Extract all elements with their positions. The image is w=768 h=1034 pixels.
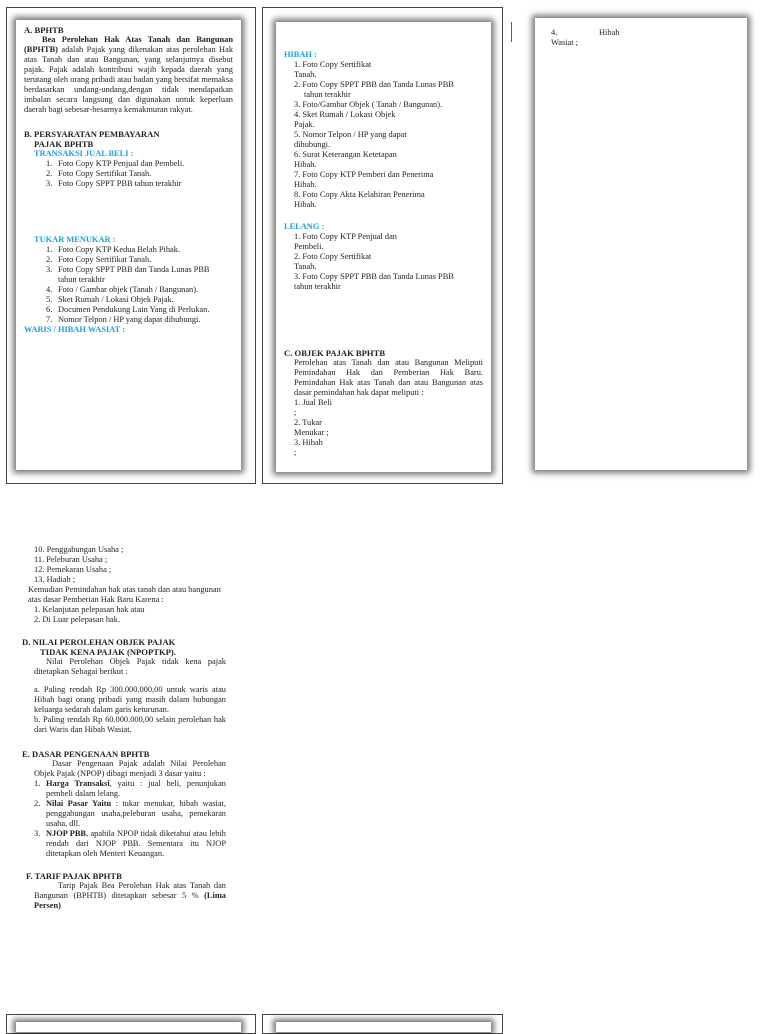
section-d-list [22, 685, 226, 735]
list-item: 3. Foto Copy SPPT PBB dan Tanda Lunas PBB [46, 265, 210, 274]
section-b-title-2: PAJAK BPHTB [34, 139, 94, 149]
continued-list [22, 545, 226, 585]
section-e-list [22, 779, 226, 859]
list-item: 1. Harga Transaksi, yaitu : jual beli, penunjukan pembeli dalam lelang. [34, 779, 226, 798]
hibah-title: HIBAH : [284, 50, 317, 59]
list-item: 2. Tukar [294, 418, 322, 427]
list-item: 2. Di Luar pelepasan hak. [34, 615, 121, 624]
list-item: 7. Foto Copy KTP Pemberi dan Penerima [294, 170, 434, 179]
jual-beli-list [24, 159, 233, 189]
list-item: 2. Foto Copy SPPT PBB dan Tanda Lunas PBB [294, 80, 454, 89]
section-d-title: D. NILAI PEROLEHAN OBJEK PAJAK [22, 637, 176, 647]
list-item: ; [294, 408, 297, 417]
list-item: ; [294, 448, 297, 457]
list-item: 3. NJOP PBB, apabila NPOP tidak diketahui atau lebih rendah dari NJOP PBB. Sementara itu NJOP ditetapkan oleh Menteri Keuangan. [34, 829, 226, 858]
section-e-body: Dasar Pengenaan Pajak adalah Nilai Perolehan Objek Pajak (NPOP) dibagi menjadi 3 dasar yaitu : [34, 759, 226, 778]
list-item: 1. Foto Copy Sertifikat [294, 60, 372, 69]
list-item: 2. Foto Copy Sertifikat Tanah. [46, 169, 152, 178]
waris-hibah-title: WARIS / HIBAH WASIAT : [24, 325, 125, 334]
section-b-title: B. PERSYARATAN PEMBAYARAN [24, 129, 160, 139]
section-c-list [284, 398, 483, 458]
list-item: Hibah. [294, 200, 317, 209]
list-item: Tanah. [294, 70, 317, 79]
list-item-continuation: Wasiat ; [551, 38, 579, 47]
section-a-body: adalah Pajak yang dikenakan atas perolehan Hak atas Tanah dan atau Bangunan, yang selanjutnya disebut pajak. Pajak adalah kontribusi wajib kepada daerah yang terutang oleh orang pribadi atau badan yang bersifat memaksa berdasarkan undang-undang,dengan tidak mendapatkan imbalan secara langsung dan digunakan untuk keperluan daerah bagi sebesar-besarnya kemakmuran rakyat. [24, 45, 234, 114]
list-item: 3. Foto Copy SPPT PBB dan Tanda Lunas PBB [294, 272, 454, 281]
list-item: 5. Nomor Telpon / HP yang dapat [294, 130, 407, 139]
section-d-title-2: TIDAK KENA PAJAK (NPOPTKP). [40, 647, 176, 657]
list-item: 4. Hibah [551, 28, 620, 37]
list-item: 13. Hadiah ; [34, 575, 76, 584]
page-1 [16, 20, 241, 470]
list-item: 3. Hibah [294, 438, 323, 447]
tukar-menukar-list [24, 245, 233, 325]
list-item: 11. Peleburan Usaha ; [34, 555, 108, 564]
list-item: 1. Foto Copy KTP Penjual dan Pembeli. [46, 159, 185, 168]
section-c-body: Perolehan atas Tanah dan atau Bangunan Meliputi Pemindahan Hak dan Pemberian Hak Baru. Pemindahan Hak atas Tanah dan atau Bangunan atas dasar pemindahan hak dapat meliputi : [294, 358, 483, 397]
list-item: 10. Penggabungan Usaha ; [34, 545, 124, 554]
list-item: 2. Foto Copy Sertifikat Tanah. [46, 255, 152, 264]
list-item: 5. Sket Rumah / Lokasi Objek Pajak. [46, 295, 174, 304]
list-item: 1. Foto Copy KTP Kedua Belah Pihak. [46, 245, 181, 254]
list-item-continuation: tahun terakhir [58, 275, 105, 284]
section-a-title: A. BPHTB [24, 25, 64, 35]
section-c-title: C. OBJEK PAJAK BPHTB [284, 348, 386, 358]
list-item: 8. Foto Copy Akta Kelahiran Penerima [294, 190, 425, 199]
section-f-body: Tarip Pajak Bea Perolehan Hak atas Tanah dan Bangunan (BPHTB) ditetapkan sebesar 5 % [34, 881, 226, 900]
list-item: 1. Foto Copy KTP Penjual dan [294, 232, 397, 241]
list-item: Tanah. [294, 262, 317, 271]
section-f-title: F. TARIF PAJAK BPHTB [26, 871, 122, 881]
list-item: a. Paling rendah Rp 300.000.000,00 untuk waris atau Hibah bagi orang pribadi yang masih dalam hubungan keluarga sedarah dalam garis keturunan. [34, 685, 226, 714]
list-item: tahun terakhir [304, 90, 351, 99]
section-f-bold: (Lima Persen) [34, 891, 226, 910]
lower-page [22, 545, 226, 911]
section-a-bold: Bea Perolehan Hak Atas Tanah dan Bangunan (BPHTB) [24, 35, 233, 54]
list-item: 2. Foto Copy Sertifikat [294, 252, 372, 261]
list-item: 1. Jual Beli [294, 398, 332, 407]
list-item: Pajak. [294, 120, 315, 129]
lelang-list [284, 232, 483, 292]
page-2 [276, 22, 491, 472]
section-d-body: Nilai Perolehan Objek Pajak tidak kena pajak ditetapkan Sebagai berikut : [34, 657, 226, 676]
list-item: b. Paling rendah Rp 60.000.000,00 selain perolehan hak dari Waris dan Hibah Wasiat. [34, 715, 226, 734]
list-item: 6. Surat Keterangan Ketetapan [294, 150, 397, 159]
list-item: 4. Foto / Gambar objek (Tanah / Bangunan). [46, 285, 199, 294]
cursor-mark [511, 22, 512, 42]
list-item: 3. Foto Copy SPPT PBB tahun terakhir [46, 179, 182, 188]
list-item: Menukar ; [294, 428, 329, 437]
list-item: 7. Nomor Telpon / HP yang dapat dihubungi. [46, 315, 201, 324]
list-item: tahun terakhir [294, 282, 341, 291]
page-3 [535, 18, 747, 470]
kemudian-list [22, 605, 226, 625]
lelang-title: LELANG : [284, 222, 325, 231]
list-item: dihubungi. [294, 140, 331, 149]
list-item: Pembeli. [294, 242, 324, 251]
section-e-title: E. DASAR PENGENAAN BPHTB [22, 749, 150, 759]
list-item: Hibah. [294, 160, 317, 169]
list-item: 1. Kelanjutan pelepasan hak atau [34, 605, 145, 614]
kemudian-text: Kemudian Pemindahan hak atas tanah dan atau bangunan atas dasar Pemberian Hak Baru Karena : [28, 585, 221, 604]
tukar-menukar-title: TUKAR MENUKAR : [34, 235, 116, 244]
list-item: 4. Sket Rumah / Lokasi Objek [294, 110, 396, 119]
jual-beli-title: TRANSAKSI JUAL BELI : [34, 149, 134, 158]
list-item: 3. Foto/Gambar Objek ( Tanah / Bangunan). [294, 100, 443, 109]
list-item: 2. Nilai Pasar Yaitu : tukar menukar, hibah wasiat, penggabungan usaha,peleburan usaha, pemekaran usaha, dll. [34, 799, 226, 828]
list-item: Hibah. [294, 180, 317, 189]
list-item: 12. Pemekaran Usaha ; [34, 565, 112, 574]
hibah-list [284, 60, 483, 210]
list-item: 6. Documen Pendukung Lain Yang di Perlukan. [46, 305, 210, 314]
